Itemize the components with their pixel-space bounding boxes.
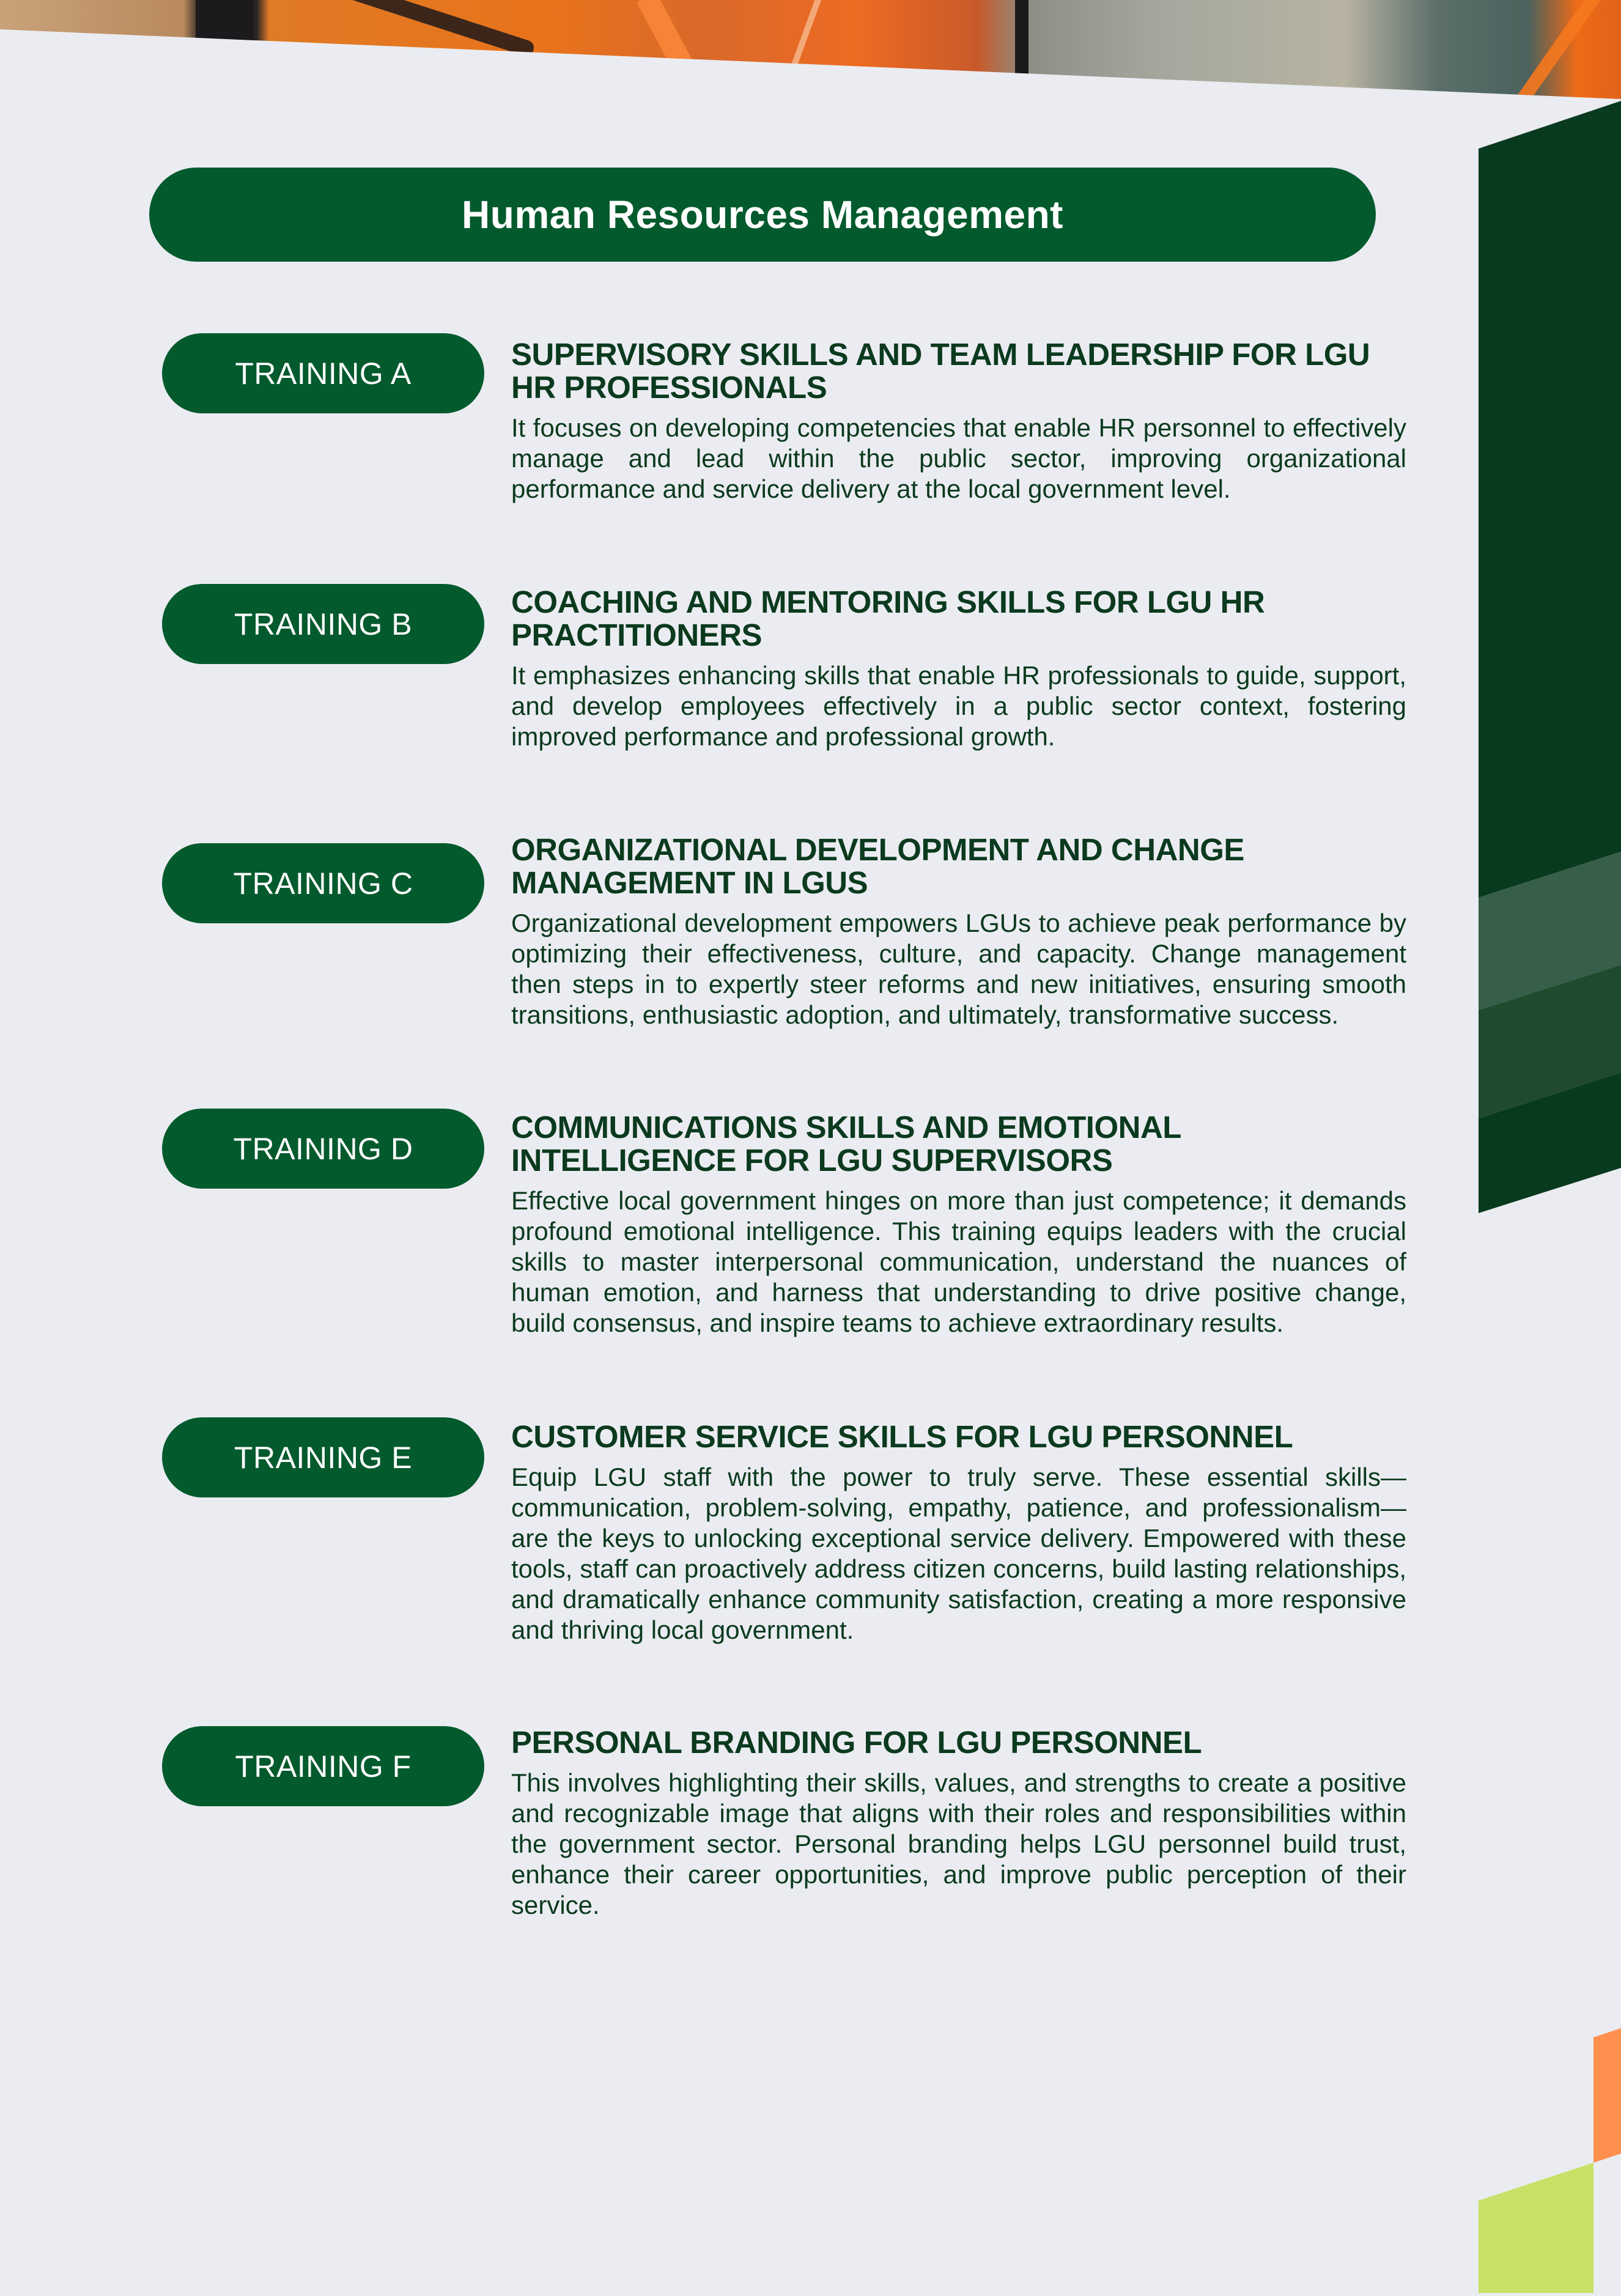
side-decoration-panel [1479, 98, 1621, 1217]
training-c-description: Organizational development empowers LGUs to achieve peak performance by optimizing their effectiveness, culture, and capacity. Change management then steps in to expertly steer reforms and new initiatives, ensuring smooth transitions, enthusiastic adoption, and ultimately, transformative success. [511, 909, 1406, 1029]
training-f-title: PERSONAL BRANDING FOR LGU PERSONNEL [511, 1725, 1202, 1760]
training-b-description: It emphasizes enhancing skills that enable HR professionals to guide, support, and develop employees effectively in a public sector context, fostering improved performance and professional growth. [511, 661, 1406, 751]
painting-stroke [1015, 0, 1028, 104]
training-a-description: It focuses on developing competencies that enable HR personnel to effectively manage and lead within the public sector, improving organizational performance and service delivery at the local government level. [511, 413, 1406, 503]
training-a-badge: TRAINING A [162, 333, 484, 413]
training-c-badge: TRAINING C [162, 843, 484, 923]
corner-decoration [1479, 2018, 1621, 2293]
training-e-title: CUSTOMER SERVICE SKILLS FOR LGU PERSONNEL [511, 1419, 1293, 1454]
training-d-description: Effective local government hinges on more than just competence; it demands profound emotional intelligence. This training equips leaders with the crucial skills to master interpersonal communication, understand the nuances of human emotion, and harness that understanding to drive positive change, build consensus, and inspire teams to achieve extraordinary results. [511, 1186, 1406, 1337]
training-b-entry [511, 586, 1406, 752]
training-e-entry [511, 1420, 1406, 1645]
training-d-badge: TRAINING D [162, 1109, 484, 1189]
training-c-entry [511, 833, 1406, 1030]
painting-stroke [345, 0, 536, 58]
training-e-description: Equip LGU staff with the power to truly serve. These essential skills—communication, problem-solving, empathy, patience, and professionalism—are the keys to unlocking exceptional service delivery. Empowered with these tools, staff can proactively address citizen concerns, build lasting relationships, and dramatically enhance community satisfaction, creating a more responsive and thriving local government. [511, 1463, 1406, 1644]
training-e-badge: TRAINING E [162, 1417, 484, 1497]
training-a-entry [511, 338, 1406, 504]
training-c-title: ORGANIZATIONAL DEVELOPMENT AND CHANGE MANAGEMENT IN LGUS [511, 832, 1244, 900]
training-f-badge: TRAINING F [162, 1726, 484, 1806]
header-painting-image [0, 0, 1621, 104]
training-f-description: This involves highlighting their skills, values, and strengths to create a positive and recognizable image that aligns with their roles and responsibilities within the government sector. Personal branding helps LGU personnel build trust, enhance their career opportunities, and improve public perception of their service. [511, 1768, 1406, 1919]
training-d-entry [511, 1111, 1406, 1338]
painting-stroke [637, 0, 731, 142]
painting-stroke [770, 0, 825, 125]
training-d-title: COMMUNICATIONS SKILLS AND EMOTIONAL INTELLIGENCE FOR LGU SUPERVISORS [511, 1110, 1181, 1178]
training-a-title: SUPERVISORY SKILLS AND TEAM LEADERSHIP FOR LGU HR PROFESSIONALS [511, 337, 1370, 405]
page-title-banner [149, 168, 1376, 262]
training-b-title: COACHING AND MENTORING SKILLS FOR LGU HR PRACTITIONERS [511, 585, 1265, 652]
training-b-badge: TRAINING B [162, 584, 484, 664]
page-title: Human Resources Management [462, 193, 1063, 237]
training-f-entry [511, 1726, 1406, 1921]
painting-stroke [196, 0, 254, 104]
